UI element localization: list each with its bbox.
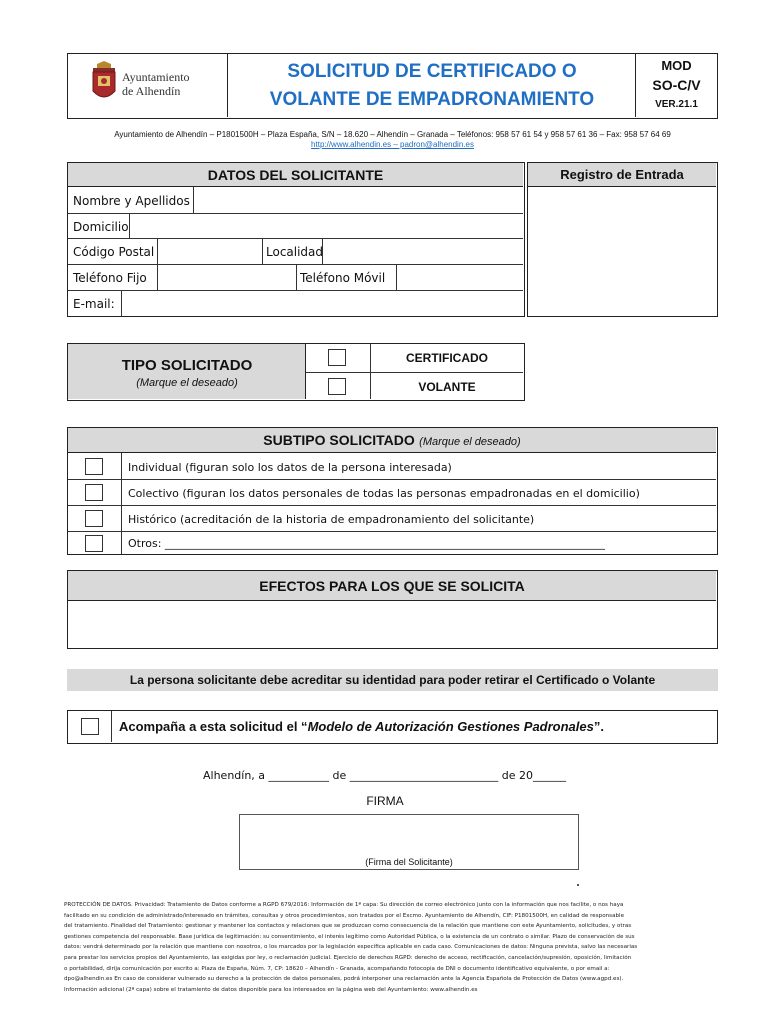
signature-box[interactable] [239,814,579,870]
form-code: SO-C/V [652,77,701,93]
email-label: E-mail: [73,297,115,311]
subtipo-header [68,428,716,453]
tipo-hint: (Marque el deseado) [136,377,238,389]
postal-code-label: Código Postal [73,245,155,259]
subtipo-individual-label: Individual (figuran solo los datos de la persona interesada) [128,461,452,474]
privacy-line: facilitado en su condición de administrado/interesado en trámites, consultas y otros procedimientos, son tratados por el Excmo. Ayuntamiento de Alhendín, CIF: P1801500H, en calidad de responsable [64,912,625,919]
contact-links[interactable]: http://www.alhendin.es – padron@alhendin.es [311,140,474,149]
firma-label: FIRMA [366,794,404,808]
efectos-section [67,570,718,649]
authorization-box [67,710,718,744]
certificado-label: CERTIFICADO [406,351,488,365]
volante-label: VOLANTE [418,380,476,394]
address-line: Ayuntamiento de Alhendín – P1801500H – Plaza España, S/N – 18.620 – Alhendín – Granada – Teléfonos: 958 57 61 54 y 958 57 61 36 – Fax: 958 57 64 69 [114,130,671,139]
form-version: VER.21.1 [655,99,698,110]
phone-field[interactable] [158,265,296,290]
tipo-label-cell [68,344,306,399]
name-field[interactable] [194,188,523,213]
authorization-checkbox[interactable] [81,718,99,735]
privacy-line: datos: vendrá determinado por la relación que mantiene con nosotros, o los marcados por la legislación específica aplicable en cada caso. Comunicaciones de datos: Ninguna prevista, salvo las necesarias [64,944,638,951]
privacy-line: para prestar los servicios propios del Ayuntamiento, las exigidas por ley, o reclamación judicial. Ejercicio de derechos RGPD: derecho de acceso, rectificación, cancelación/supresión, oposición, limitación [64,954,632,961]
subtipo-hint: (Marque el deseado) [419,436,521,448]
privacy-line: o portabilidad, dirija comunicación por escrito a: Plaza de España, Núm. 7, CP: 18620 – Alhendín - Granada, acompañando fotocopia de DNI o documento identificativo equivalente, o por email a: [64,965,610,972]
subtipo-colectivo-checkbox[interactable] [85,484,103,501]
authorization-suffix: ”. [593,719,604,734]
subtipo-section [67,427,718,555]
mobile-label: Teléfono Móvil [300,271,386,285]
volante-checkbox[interactable] [328,378,346,395]
subtipo-otros-checkbox[interactable] [85,535,103,552]
address-field[interactable] [130,214,523,238]
privacy-line: gestiones competencia del responsable. Base jurídica de legitimación: su consentimiento, el interés legítimo como Autoridad Pública, o la existencia de un contrato o similar. Plazo de conservación de sus [64,933,635,940]
form-title-line2: VOLANTE DE EMPADRONAMIENTO [269,89,595,110]
small-dot [577,884,579,886]
subtipo-colectivo-label: Colectivo (figuran los datos personales de todas las personas empadronadas en el domicilio) [128,487,640,500]
subtipo-individual-checkbox[interactable] [85,458,103,475]
authorization-text [119,719,604,734]
tipo-title: TIPO SOLICITADO [121,357,253,374]
address-label: Domicilio [73,220,129,234]
subtipo-historico-label: Histórico (acreditación de la historia de empadronamiento del solicitante) [128,513,535,526]
form-mod: MOD [661,58,692,73]
form-code-box [635,54,716,117]
applicant-section [67,162,525,317]
tipo-section [67,343,525,401]
privacy-line: dpo@alhendin.es En caso de considerar vulnerado su derecho a la protección de datos personales, podrá interponer una reclamación ante la Agencia Española de Protección de Datos (www.agpd.es). [64,976,624,983]
authorization-model: Modelo de Autorización Gestiones Padronales [307,719,594,734]
city-label: Localidad [266,245,324,259]
mobile-field[interactable] [397,265,523,290]
privacy-line: Información adicional (2ª capa) sobre el tratamiento de datos disponible para los interesados en la página web del Ayuntamiento: www.alhendin.es [64,986,478,993]
subtipo-historico-checkbox[interactable] [85,510,103,527]
registry-box [527,162,718,317]
phone-label: Teléfono Fijo [73,271,147,285]
city-field[interactable] [323,239,523,264]
identity-notice: La persona solicitante debe acreditar su identidad para poder retirar el Certificado o Volante [67,669,718,691]
signature-caption: (Firma del Solicitante) [365,857,453,867]
header-box [67,53,718,119]
certificado-checkbox[interactable] [328,349,346,366]
name-label: Nombre y Apellidos [73,194,190,208]
date-line[interactable]: Alhendín, a ___________ de ___________________________ de 20______ [203,769,567,782]
logo-text-line1: Ayuntamiento [122,70,190,84]
subtipo-title: SUBTIPO SOLICITADO [263,432,415,448]
logo-area [68,54,228,117]
form-title-line1: SOLICITUD DE CERTIFICADO O [287,61,577,82]
privacy-line: PROTECCIÓN DE DATOS. Privacidad: Tratamiento de Datos conforme a RGPD 679/2016: Información de 1ª capa: Su dirección de correo electrónico junto con la información que nos facilite, o nos haya [64,902,624,908]
authorization-prefix: Acompaña a esta solicitud el “ [119,719,308,734]
registry-title: Registro de Entrada [528,163,716,187]
privacy-line: del tratamiento. Finalidad del Tratamiento: gestionar y mantener los contactos y relaciones que se produzcan como consecuencia de la relación que mantiene con este Ayuntamiento, solicitudes, y otras [64,923,632,930]
coat-of-arms-icon [90,61,118,107]
postal-code-field[interactable] [158,239,262,264]
subtipo-otros-field[interactable]: Otros: ________________________________________________________________________________ [128,537,605,550]
email-field[interactable] [122,291,523,316]
privacy-notice [64,900,724,995]
logo-text-line2: de Alhendín [122,84,181,98]
form-title [229,58,635,114]
efectos-title: EFECTOS PARA LOS QUE SE SOLICITA [68,571,716,601]
applicant-title: DATOS DEL SOLICITANTE [68,163,523,187]
efectos-field[interactable] [68,602,716,647]
